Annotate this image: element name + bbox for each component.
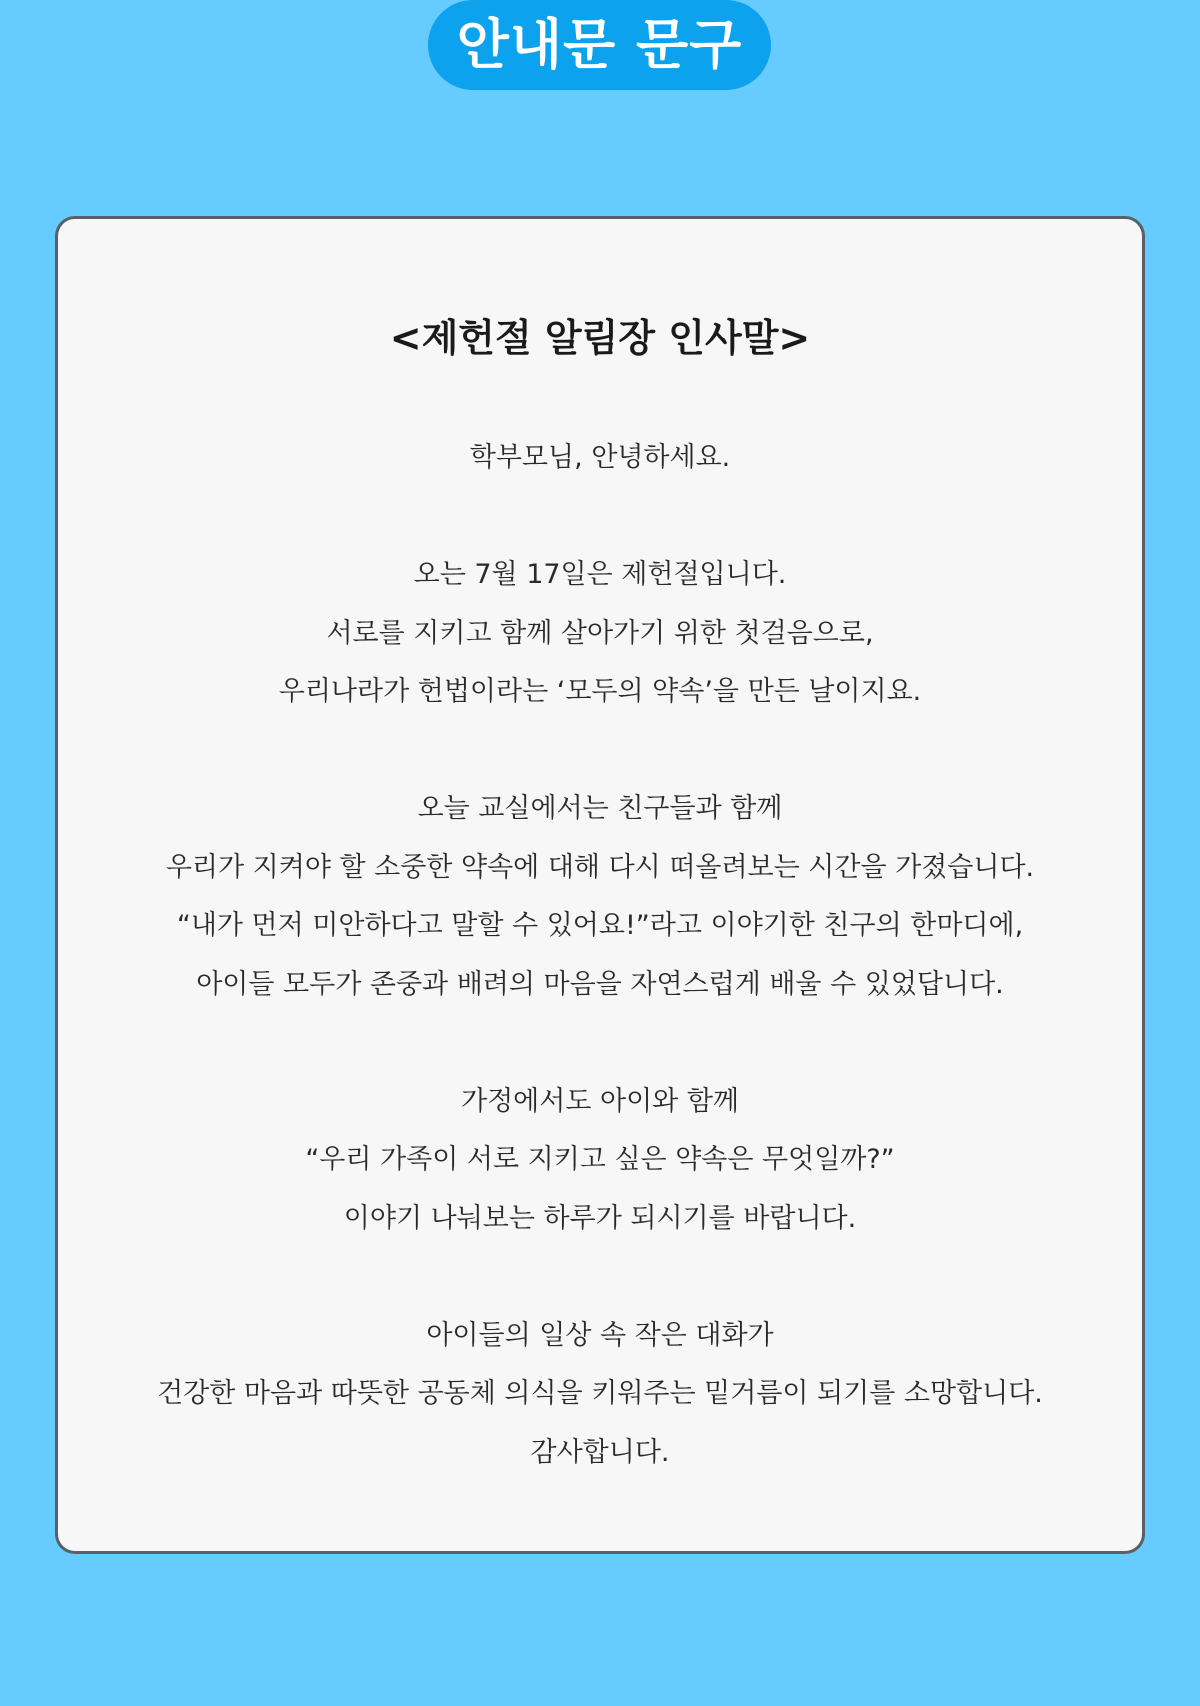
paragraph-line: 아이들 모두가 존중과 배려의 마음을 자연스럽게 배울 수 있었답니다. bbox=[196, 968, 1004, 1000]
paragraph-line: 가정에서도 아이와 함께 bbox=[461, 1085, 739, 1117]
paragraph-line: 오는 7월 17일은 제헌절입니다. bbox=[413, 559, 787, 590]
header-badge bbox=[428, 0, 771, 90]
paragraph-line: “우리 가족이 서로 지키고 싶은 약속은 무엇일까?” bbox=[305, 1144, 895, 1175]
paragraph-line: 아이들의 일상 속 작은 대화가 bbox=[426, 1319, 774, 1351]
paragraph-spacer bbox=[58, 1248, 1142, 1307]
paragraph-line: 서로를 지키고 함께 살아가기 위한 첫걸음으로, bbox=[326, 617, 874, 649]
notice-title: <제헌절 알림장 인사말> bbox=[389, 316, 811, 360]
paragraph-line: 이야기 나눠보는 하루가 되시기를 바랍니다. bbox=[343, 1202, 857, 1234]
paragraph-line: 우리나라가 헌법이라는 ‘모두의 약속’을 만든 날이지요. bbox=[278, 676, 922, 707]
closing-line: 감사합니다. bbox=[530, 1436, 670, 1468]
paragraph-line: 오늘 교실에서는 친구들과 함께 bbox=[417, 793, 783, 824]
paragraph-line: 건강한 마음과 따뜻한 공동체 의식을 키워주는 밑거름이 되기를 소망합니다. bbox=[157, 1378, 1043, 1409]
paragraph-spacer bbox=[58, 488, 1142, 547]
paragraph-line: “내가 먼저 미안하다고 말할 수 있어요!”라고 이야기한 친구의 한마디에, bbox=[176, 910, 1024, 941]
paragraph-line: 우리가 지켜야 할 소중한 약속에 대해 다시 떠올려보는 시간을 가졌습니다. bbox=[165, 851, 1035, 883]
notice-body bbox=[58, 429, 1142, 1482]
paragraph-spacer bbox=[58, 722, 1142, 781]
greeting-line: 학부모님, 안녕하세요. bbox=[469, 442, 731, 473]
badge-label: 안내문 문구 bbox=[456, 13, 743, 76]
paragraph-spacer bbox=[58, 1014, 1142, 1073]
notice-card bbox=[55, 216, 1145, 1554]
